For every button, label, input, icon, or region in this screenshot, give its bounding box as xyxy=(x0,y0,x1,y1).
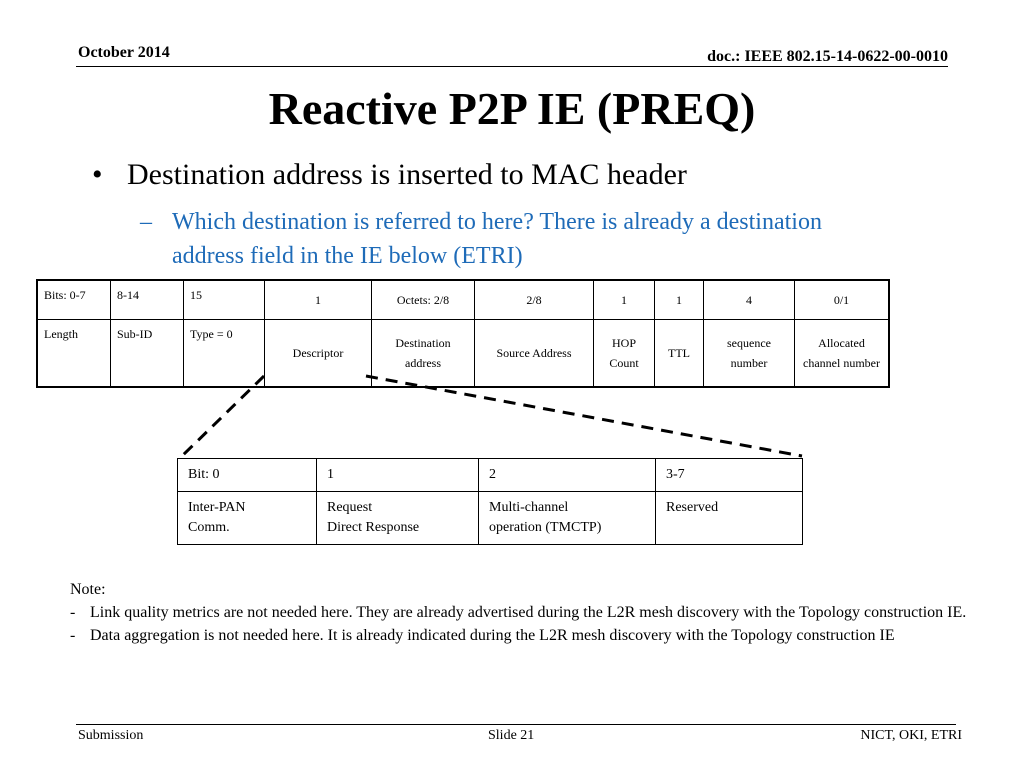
ie-cell: 1 xyxy=(655,280,704,320)
ie-cell-descriptor: Descriptor xyxy=(265,320,372,388)
bullet-text: Destination address is inserted to MAC header xyxy=(127,158,687,191)
ie-cell: Sub-ID xyxy=(111,320,184,388)
descriptor-line: Request xyxy=(327,500,373,515)
ie-cell: HOP Count xyxy=(594,320,655,388)
ie-cell: TTL xyxy=(655,320,704,388)
header-doc-id: doc.: IEEE 802.15-14-0622-00-0010 xyxy=(707,48,948,65)
header-date: October 2014 xyxy=(78,44,170,61)
note-block xyxy=(70,578,970,647)
ie-cell: 0/1 xyxy=(795,280,890,320)
footer-divider xyxy=(76,724,956,725)
ie-cell: Octets: 2/8 xyxy=(372,280,475,320)
descriptor-line: operation (TMCTP) xyxy=(489,520,602,535)
ie-cell: 15 xyxy=(184,280,265,320)
ie-cell: 1 xyxy=(265,280,372,320)
sub-bullet-marker: – xyxy=(140,209,152,235)
ie-cell: sequence number xyxy=(704,320,795,388)
descriptor-cell xyxy=(656,492,803,545)
ie-cell: Bits: 0-7 xyxy=(37,280,111,320)
descriptor-bits-table xyxy=(177,458,803,545)
note-item xyxy=(70,624,970,647)
footer-authors: NICT, OKI, ETRI xyxy=(860,728,962,743)
descriptor-bit-row xyxy=(178,459,803,492)
note-text: Data aggregation is not needed here. It is already indicated during the L2R mesh discovery with the Topology construction IE xyxy=(90,627,895,644)
note-marker: - xyxy=(70,604,76,621)
ie-cell: Length xyxy=(37,320,111,388)
ie-cell: 8-14 xyxy=(111,280,184,320)
ie-cell: Destination address xyxy=(372,320,475,388)
descriptor-cell: Bit: 0 xyxy=(178,459,317,492)
footer-submission: Submission xyxy=(78,728,144,743)
descriptor-cell xyxy=(317,492,479,545)
connector-line-right xyxy=(366,376,802,456)
descriptor-line: Inter-PAN xyxy=(188,500,246,515)
ie-cell: Source Address xyxy=(475,320,594,388)
bullet-marker: • xyxy=(92,158,103,191)
ie-cell: Type = 0 xyxy=(184,320,265,388)
note-heading: Note: xyxy=(70,581,106,598)
note-text: Link quality metrics are not needed here. They are already advertised during the L2R mesh discovery with the Topology construction IE. xyxy=(90,604,967,621)
descriptor-cell xyxy=(479,492,656,545)
ie-cell: 2/8 xyxy=(475,280,594,320)
descriptor-line: Direct Response xyxy=(327,520,420,535)
descriptor-cell xyxy=(178,492,317,545)
ie-cell: 1 xyxy=(594,280,655,320)
descriptor-line: Reserved xyxy=(666,500,719,515)
slide-title: Reactive P2P IE (PREQ) xyxy=(268,83,756,134)
footer-slide-number: Slide 21 xyxy=(488,728,535,743)
ie-cell: Allocated channel number xyxy=(795,320,890,388)
descriptor-line: Comm. xyxy=(188,520,230,535)
descriptor-cell: 3-7 xyxy=(656,459,803,492)
ie-cell: 4 xyxy=(704,280,795,320)
note-item xyxy=(70,601,970,624)
descriptor-cell: 1 xyxy=(317,459,479,492)
descriptor-meaning-row xyxy=(178,492,803,545)
note-marker: - xyxy=(70,627,76,644)
descriptor-line: Multi-channel xyxy=(489,500,569,515)
connector-line-left xyxy=(180,376,264,458)
descriptor-cell: 2 xyxy=(479,459,656,492)
sub-bullet-text: Which destination is referred to here? There is already a destination address field in the IE below (ETRI) xyxy=(172,209,822,269)
